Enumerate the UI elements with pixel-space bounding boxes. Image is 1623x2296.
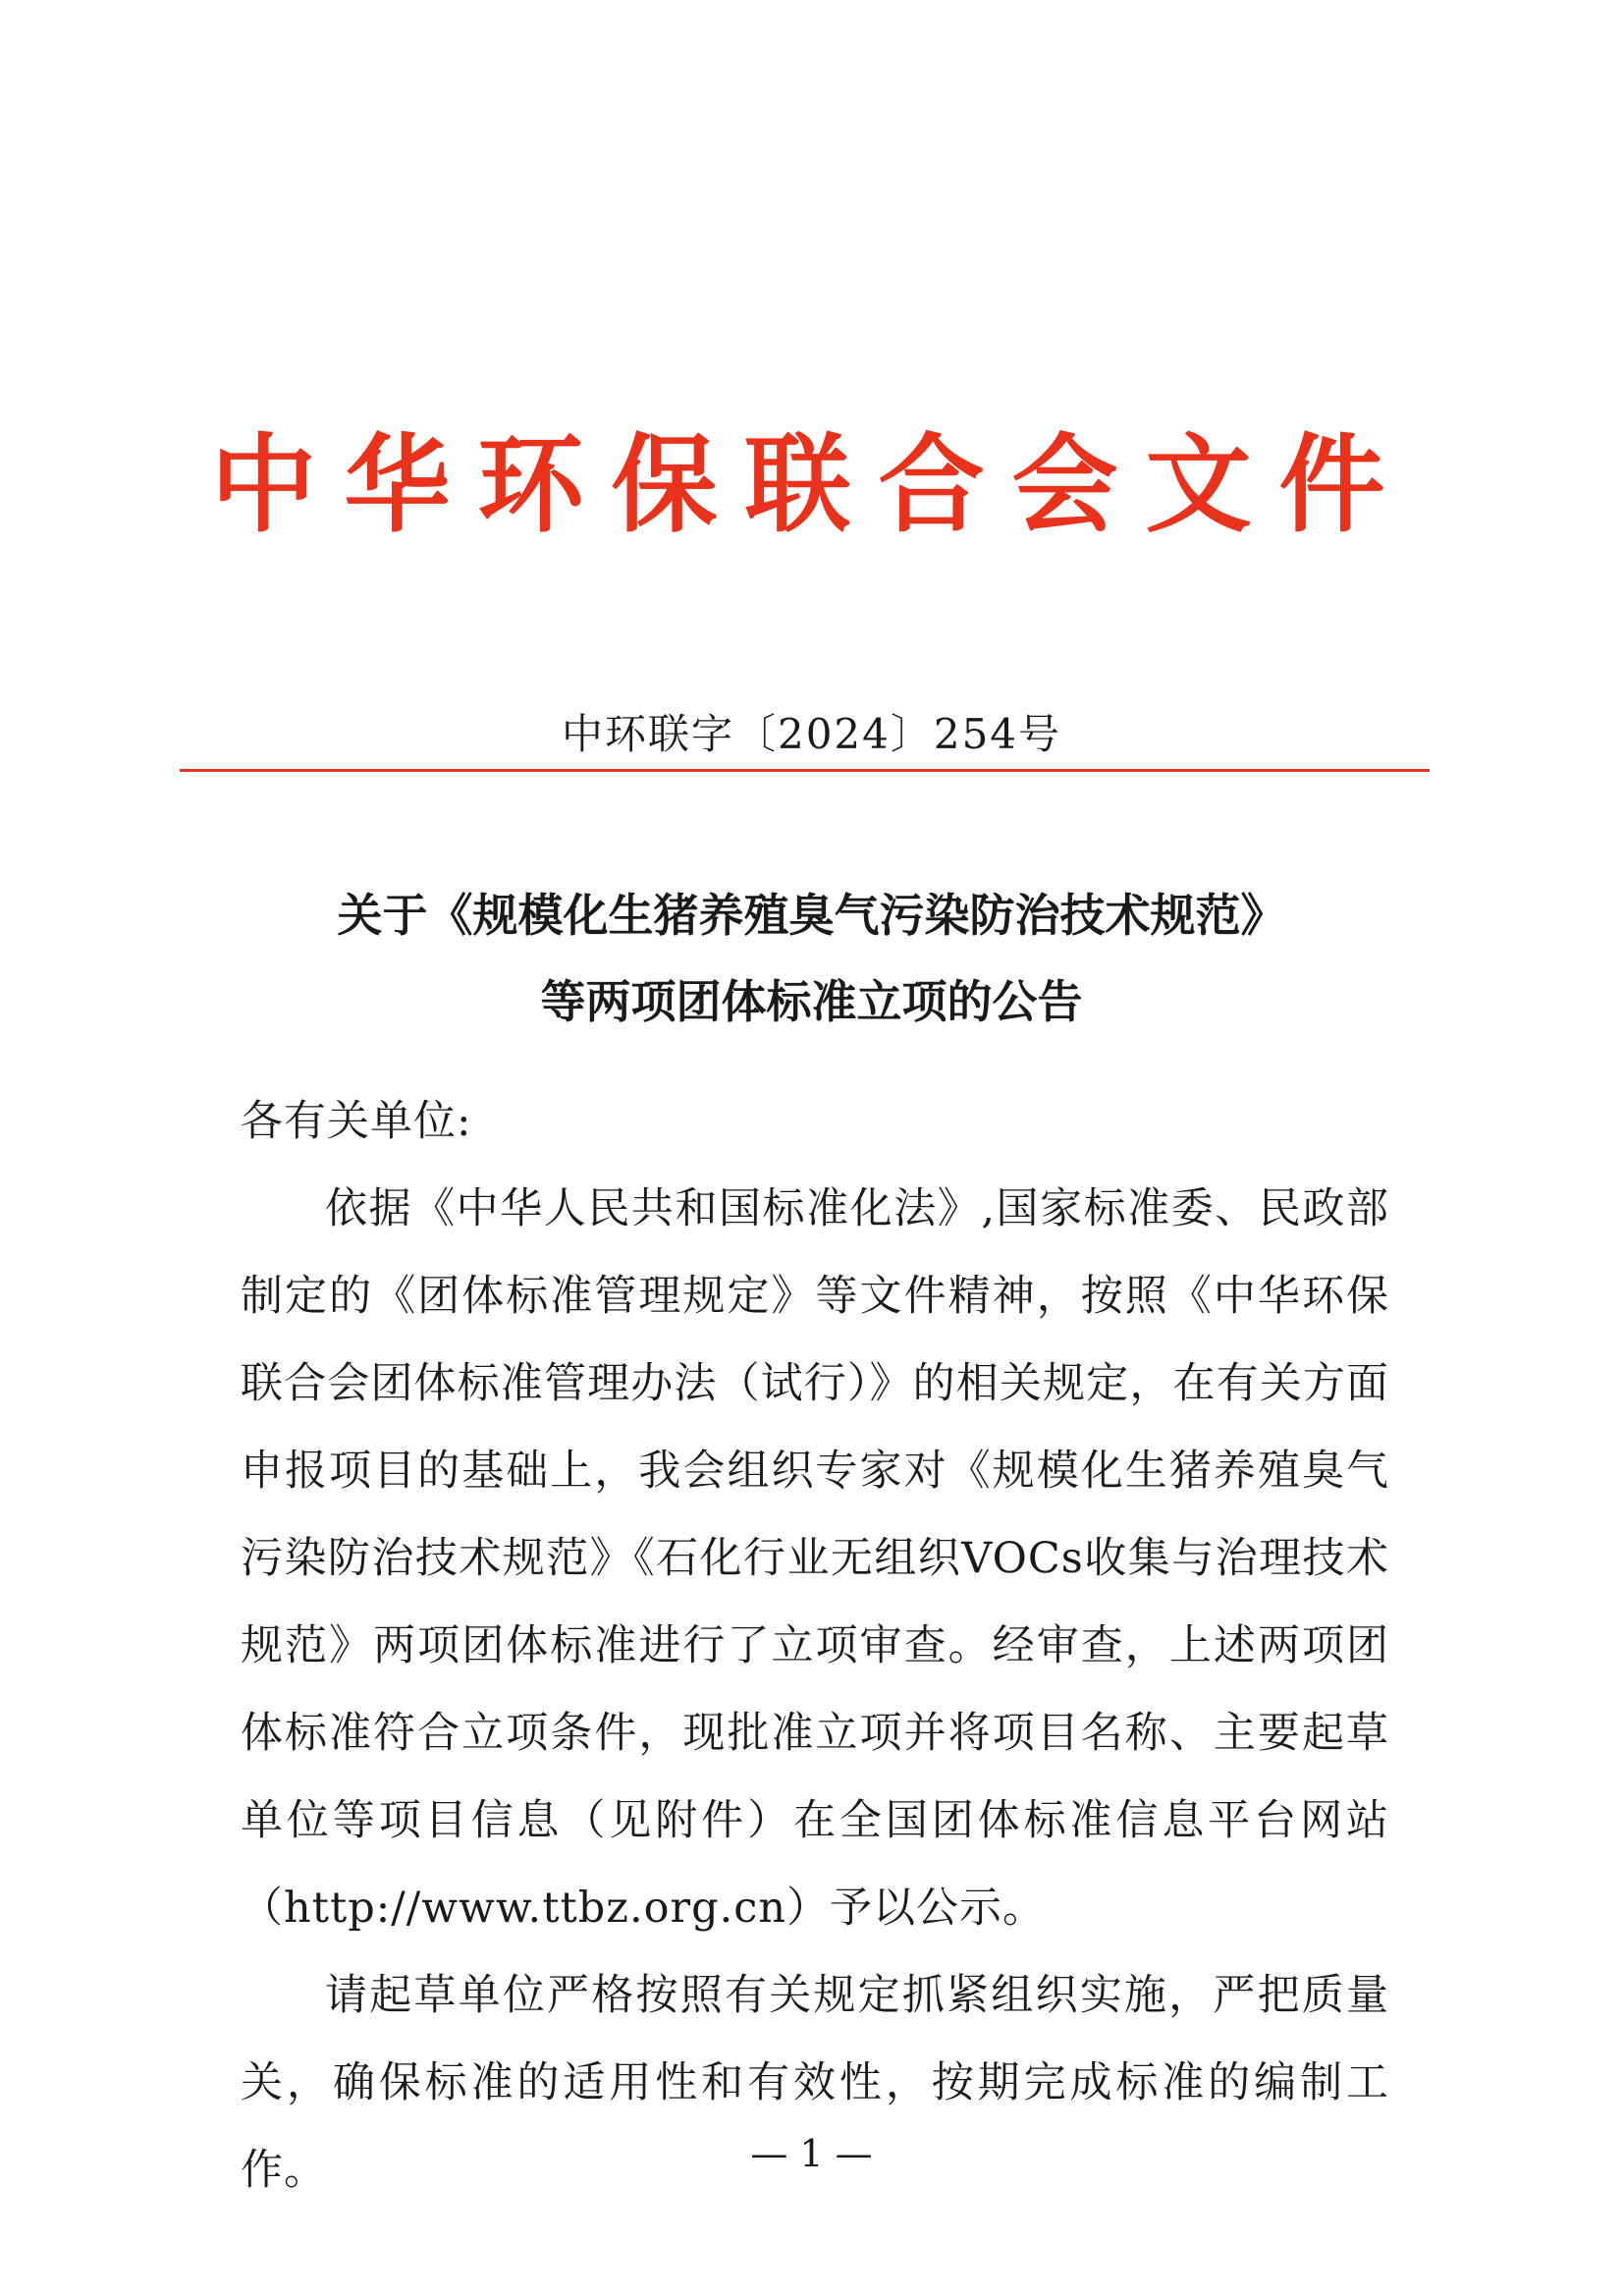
- salutation: 各有关单位:: [241, 1097, 472, 1146]
- page-number: — 1 —: [750, 2132, 873, 2175]
- document-body: [241, 1078, 1389, 2214]
- body-paragraph-2: 请起草单位严格按照有关规定抓紧组织实施，严把质量关，确保标准的适用性和有效性，按期完成标准的编制工作。: [241, 1971, 1389, 2195]
- document-title-line-1: 关于《规模化生猪养殖臭气污染防治技术规范》: [337, 889, 1286, 942]
- body-paragraph-1: 依据《中华人民共和国标准化法》,国家标准委、民政部制定的《团体标准管理规定》等文件精神，按照《中华环保联合会团体标准管理办法（试行）》的相关规定，在有关方面申报项目的基础上，我会组织专家对《规模化生猪养殖臭气污染防治技术规范》《石化行业无组织VOCs收集与治理技术规范》两项团体标准进行了立项审查。经审查，上述两项团体标准符合立项条件，现批准立项并将项目名称、主要起草单位等项目信息（见附件）在全国团体标准信息平台网站（http://www.ttbz.org.cn）予以公示。: [241, 1184, 1389, 1933]
- masthead-title: 中华环保联合会文件: [210, 424, 1413, 547]
- document-title-line-2: 等两项团体标准立项的公告: [540, 975, 1083, 1028]
- document-number: 中环联字〔2024〕254号: [561, 710, 1062, 758]
- document-title: [0, 872, 1623, 1045]
- red-divider-line: [180, 769, 1430, 772]
